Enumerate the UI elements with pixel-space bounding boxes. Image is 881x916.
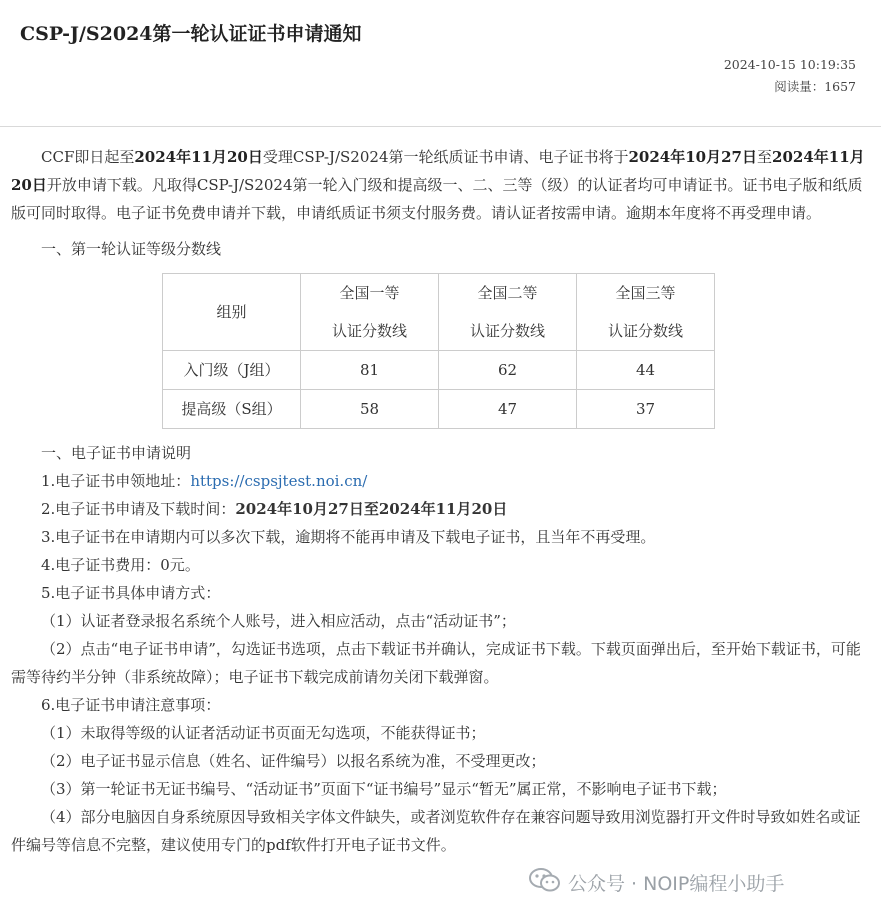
watermark (528, 864, 784, 900)
list-item: （1）认证者登录报名系统个人账号，进入相应活动，点击“活动证书”； (41, 612, 516, 630)
article-meta (724, 54, 856, 98)
table-cell: 44 (577, 351, 715, 390)
application-link[interactable]: https://cspsjtest.noi.cn/ (190, 472, 368, 490)
list-item: 1.电子证书申领地址：https://cspsjtest.noi.cn/ (41, 472, 368, 490)
list-item: 5.电子证书具体申请方式： (41, 584, 221, 602)
table-row-label: 提高级（S组） (163, 390, 301, 429)
table-row-label: 入门级（J组） (163, 351, 301, 390)
read-count: 阅读量：1657 (774, 79, 856, 94)
intro-text-3: 至 (757, 148, 773, 166)
list-item: （3）第一轮证书无证书编号、“活动证书”页面下“证书编号”显示“暂无”属正常，不影响电子证书下载； (41, 780, 727, 798)
intro-text-1: CCF即日起至 (41, 148, 135, 166)
table-cell: 37 (577, 390, 715, 429)
table-cell: 81 (301, 351, 439, 390)
ecert-instructions (11, 467, 869, 859)
intro-text-4: 开放申请下载。凡取得CSP-J/S2024第一轮入门级和提高级一、二、三等（级）的认证者均可申请证书。证书电子版和纸质版可同时取得。电子证书免费申请并下载，申请纸质证书须支付服务费。请认证者按需申请。逾期本年度将不再受理申请。 (11, 176, 863, 222)
table-header-row (163, 274, 715, 351)
intro-date-1: 2024年11月20日 (134, 148, 263, 166)
list-item: 3.电子证书在申请期内可以多次下载，逾期将不能再申请及下载电子证书，且当年不再受理。 (41, 528, 656, 546)
section-heading-scores: 一、第一轮认证等级分数线 (41, 240, 222, 258)
list-item: 6.电子证书申请注意事项： (41, 696, 221, 714)
list-item: 2.电子证书申请及下载时间：2024年10月27日至2024年11月20日 (41, 500, 508, 518)
publish-datetime: 2024-10-15 10:19:35 (723, 57, 856, 72)
table-corner: 组别 (163, 274, 301, 351)
article-body (11, 143, 869, 859)
watermark-text: 公众号 · NOIP编程小助手 (568, 872, 785, 895)
intro-date-2: 2024年10月27日 (628, 148, 757, 166)
table-row (163, 390, 715, 429)
section-heading-ecert: 一、电子证书申请说明 (41, 444, 192, 462)
intro-paragraph (11, 143, 869, 227)
table-cell: 62 (439, 351, 577, 390)
table-col-second: 全国二等 认证分数线 (439, 274, 577, 351)
list-item: （1）未取得等级的认证者活动证书页面无勾选项，不能获得证书； (41, 724, 486, 742)
page-title: CSP-J/S2024第一轮认证证书申请通知 (20, 23, 362, 45)
list-item: （2）点击“电子证书申请”，勾选证书选项，点击下载证书并确认，完成证书下载。下载页面弹出后，至开始下载证书，可能需等待约半分钟（非系统故障）；电子证书下载完成前请勿关闭下载弹窗。 (11, 640, 861, 686)
table-col-third: 全国三等 认证分数线 (577, 274, 715, 351)
table-cell: 58 (301, 390, 439, 429)
intro-date-3: 2024年11月20日 (11, 148, 865, 194)
table-col-first: 全国一等 认证分数线 (301, 274, 439, 351)
intro-text-2: 受理CSP-J/S2024第一轮纸质证书申请、电子证书将于 (262, 148, 629, 166)
score-table (162, 273, 715, 429)
header-divider (0, 126, 881, 127)
wechat-icon (528, 866, 562, 899)
table-cell: 47 (439, 390, 577, 429)
list-item: （4）部分电脑因自身系统原因导致相关字体文件缺失，或者浏览软件存在兼容问题导致用浏览器打开文件时导致如姓名或证件编号等信息不完整，建议使用专门的pdf软件打开电子证书文件。 (11, 808, 861, 854)
list-item: 4.电子证书费用：0元。 (41, 556, 200, 574)
list-item: （2）电子证书显示信息（姓名、证件编号）以报名系统为准，不受理更改； (41, 752, 546, 770)
table-row (163, 351, 715, 390)
